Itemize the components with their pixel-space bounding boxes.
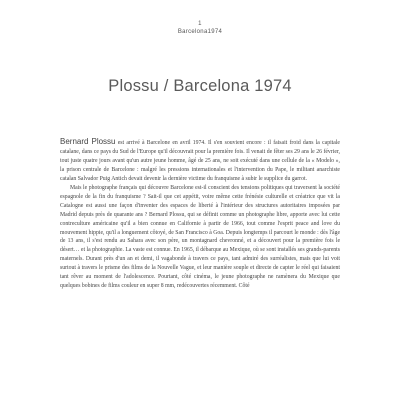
chapter-title: Plossu / Barcelona 1974 — [108, 77, 292, 95]
paragraph-1-text: est arrivé à Barcelone en avril 1974. Il s'en souvient encore : il faisait froid dans la capitale catalane, dans ce pays du Sud de l'Europe qu'il découvrait pour la première fois. Il venait de fêter ses 29 ans le 26 février, tout juste quatre jours avant qu'un autre jeune homme, âgé de 25 ans, ne soit exécuté dans une cellule de la « Modelo », la prison centrale de Barcelone : malgré les pressions internationales et l'intervention du Pape, le militant anarchiste catalan Salvador Puig Antich devait devenir la dernière victime du franquisme à subir le supplice du garrot. — [60, 140, 340, 182]
running-head — [0, 20, 400, 36]
running-head-title: Barcelona1974 — [177, 29, 223, 35]
paragraph-2: Mais le photographe français qui découvre Barcelone est-il conscient des tensions politiques qui traversent la société espagnole de la fin du franquisme ? Sait-il que cet appétit, voire même cette frénésie culturelle et créatrice que vit la Catalogne est aussi une façon d'inventer des espaces de liberté à l'intérieur des structures autoritaires imposées par Madrid depuis près de quarante ans ? Bernard Plossu, qui se définit comme un photographe libre, apporte avec lui cette contreculture américaine qu'il a bien connue en Californie à partir de 1966, tout comme l'esprit peace and love du mouvement hippie, qu'il a longuement côtoyé, de San Francisco à Goa. Depuis longtemps il parcourt le monde : dès l'âge de 13 ans, il s'est rendu au Sahara avec son père, un montagnard chevronné, et a découvert pour la première fois le désert… et la photographie. La vaste est connue. En 1965, il débarque au Mexique, où se sont installés ses grands-parents maternels. Durant près d'un an et demi, il vagabonde à travers ce pays, tant admiré des surréalistes, mais que lui voit surtout à travers le prisme des films de la Nouvelle Vague, et leur manière souple et directe de capter le réel qui faisaient tant rêver au moment de l'adolescence. Pourtant, côté cinéma, le jeune photographe ne ramènera du Mexique que quelques bobines de films couleur en super 8 mm, redécouvertes récemment. Côté — [60, 184, 340, 290]
paragraph-1 — [60, 138, 340, 184]
body-text — [60, 138, 340, 291]
page-number: 1 — [198, 21, 202, 27]
lead-name: Bernard Plossu — [60, 137, 116, 146]
